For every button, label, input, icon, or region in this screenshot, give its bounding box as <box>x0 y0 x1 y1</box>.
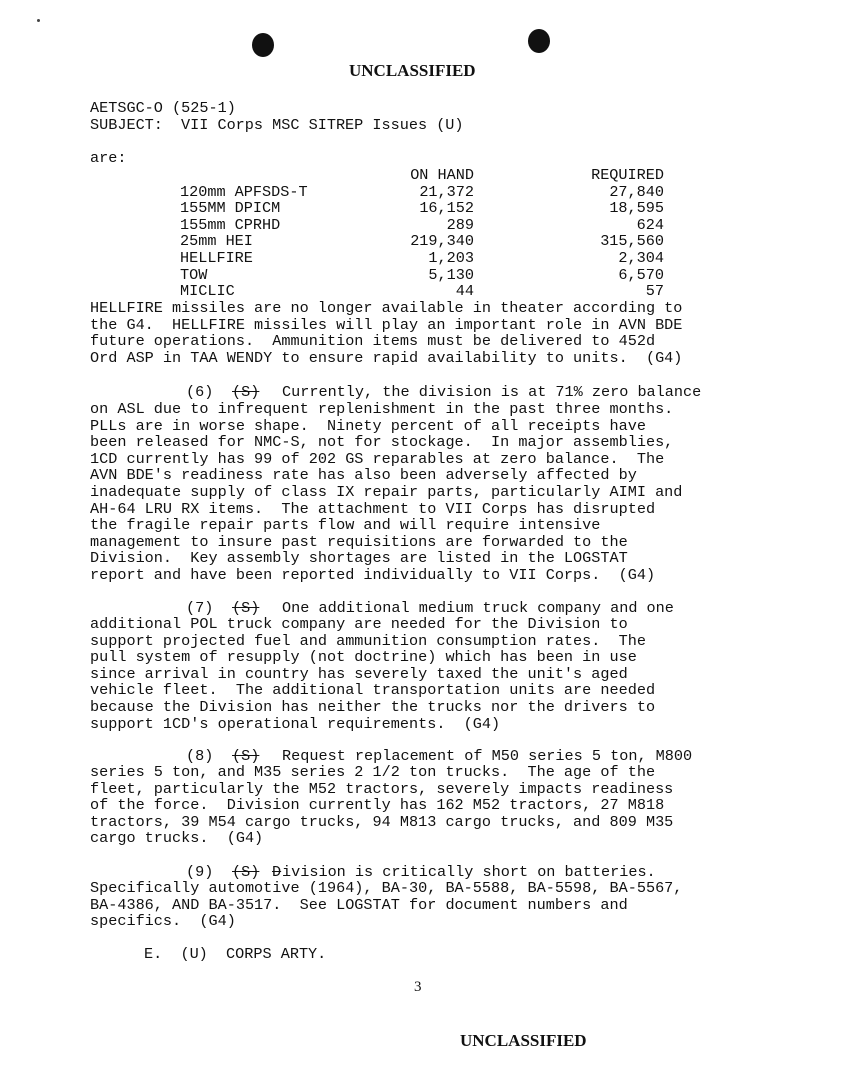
item-name: 25mm HEI <box>180 232 253 251</box>
table-row <box>180 217 664 234</box>
paragraph-8-number: (8) <box>186 747 214 765</box>
table-row <box>180 233 664 250</box>
hellfire-paragraph: HELLFIRE missiles are no longer available in theater according to the G4. HELLFIRE missiles will play an important role in AVN BDE future operations. Ammunition items must be delivered to 452d Ord ASP in TAA WENDY to ensure rapid availability to units. (G4) <box>90 299 683 367</box>
required-value: 6,570 <box>618 265 664 284</box>
paragraph-7-number: (7) <box>186 599 214 617</box>
on-hand-value: 16,152 <box>419 199 474 218</box>
paragraph-8-first-line: Request replacement of M50 series 5 ton, M800 <box>282 747 693 765</box>
classification-marking-bottom: UNCLASSIFIED <box>460 1031 587 1050</box>
paragraph-6-first-line: Currently, the division is at 71% zero balance <box>282 383 702 401</box>
paragraph-7-classification: (S) <box>232 599 260 617</box>
paragraph-9-struck-letter: D <box>272 863 282 881</box>
table-header-row <box>180 167 664 184</box>
on-hand-value: 5,130 <box>428 265 474 284</box>
on-hand-value: 219,340 <box>410 232 474 251</box>
table-row <box>180 267 664 284</box>
classification-marking-top: UNCLASSIFIED <box>349 61 476 80</box>
page-number: 3 <box>414 979 422 995</box>
ammunition-table <box>180 167 664 300</box>
required-value: 27,840 <box>609 182 664 201</box>
table-row <box>180 200 664 217</box>
on-hand-value: 289 <box>446 215 474 234</box>
paragraph-7-first-line: One additional medium truck company and one <box>282 599 674 617</box>
item-name: MICLIC <box>180 282 235 301</box>
intro-text: are: <box>90 149 127 167</box>
section-e-heading: E. (U) CORPS ARTY. <box>144 945 327 963</box>
table-row <box>180 283 664 300</box>
on-hand-value: 21,372 <box>419 182 474 201</box>
paragraph-9-number: (9) <box>186 863 214 881</box>
required-value: 315,560 <box>600 232 664 251</box>
table-header-on-hand: ON HAND <box>410 166 474 184</box>
paragraph-9-first-line: ivision is critically short on batteries. <box>282 863 656 881</box>
item-name: 155MM DPICM <box>180 199 281 218</box>
table-row <box>180 184 664 201</box>
required-value: 57 <box>645 282 664 301</box>
paragraph-8-classification: (S) <box>232 747 260 765</box>
item-name: 155mm CPRHD <box>180 215 281 234</box>
required-value: 2,304 <box>618 248 664 267</box>
paragraph-9-classification: (S) <box>232 863 260 881</box>
office-symbol: AETSGC-O (525-1) <box>90 99 236 117</box>
table-header-item <box>180 167 362 184</box>
paragraph-6-classification: (S) <box>232 383 260 401</box>
on-hand-value: 1,203 <box>428 248 474 267</box>
on-hand-value: 44 <box>455 282 474 301</box>
paragraph-6-number: (6) <box>186 383 214 401</box>
item-name: HELLFIRE <box>180 248 253 267</box>
paragraph-8-body: series 5 ton, and M35 series 2 1/2 ton trucks. The age of the fleet, particularly the M52 tractors, severely impacts readiness of the force. Division currently has 162 M52 tractors, 27 M818 tractors, 39 M54 cargo trucks, 94 M813 cargo trucks, and 809 M35 cargo trucks. (G4) <box>90 763 674 848</box>
required-value: 624 <box>636 215 664 234</box>
paragraph-7-body: additional POL truck company are needed for the Division to support projected fuel and ammunition consumption rates. The pull system of resupply (not doctrine) which has been in use since arrival in country has severely taxed the unit's aged vehicle fleet. The additional transportation units are needed because the Division has neither the trucks nor the drivers to support 1CD's operational requirements. (G4) <box>90 615 656 733</box>
item-name: 120mm APFSDS-T <box>180 182 308 201</box>
table-row <box>180 250 664 267</box>
scan-speck <box>37 19 40 22</box>
punch-hole-right <box>528 29 550 53</box>
subject-label: SUBJECT: <box>90 116 163 134</box>
paragraph-9-body: Specifically automotive (1964), BA-30, BA-5588, BA-5598, BA-5567, BA-4386, AND BA-3517. See LOGSTAT for document numbers and specifics. (G4) <box>90 879 683 931</box>
paragraph-6-body: on ASL due to infrequent replenishment in the past three months. PLLs are in worse shape. Ninety percent of all receipts have been released for NMC-S, not for stockage. In major assemblies, 1CD currently has 99 of 202 GS reparables at zero balance. The AVN BDE's readiness rate has also been adversely affected by inadequate supply of class IX repair parts, particularly AIMI and AH-64 LRU RX items. The attachment to VII Corps has disrupted the fragile repair parts flow and will require intensive management to insure past requisitions are forwarded to the Division. Key assembly shortages are listed in the LOGSTAT report and have been reported individually to VII Corps. (G4) <box>90 400 683 584</box>
table-header-required: REQUIRED <box>591 166 664 184</box>
item-name: TOW <box>180 265 208 284</box>
subject-text: VII Corps MSC SITREP Issues (U) <box>181 116 464 134</box>
punch-hole-left <box>252 33 274 57</box>
required-value: 18,595 <box>609 199 664 218</box>
